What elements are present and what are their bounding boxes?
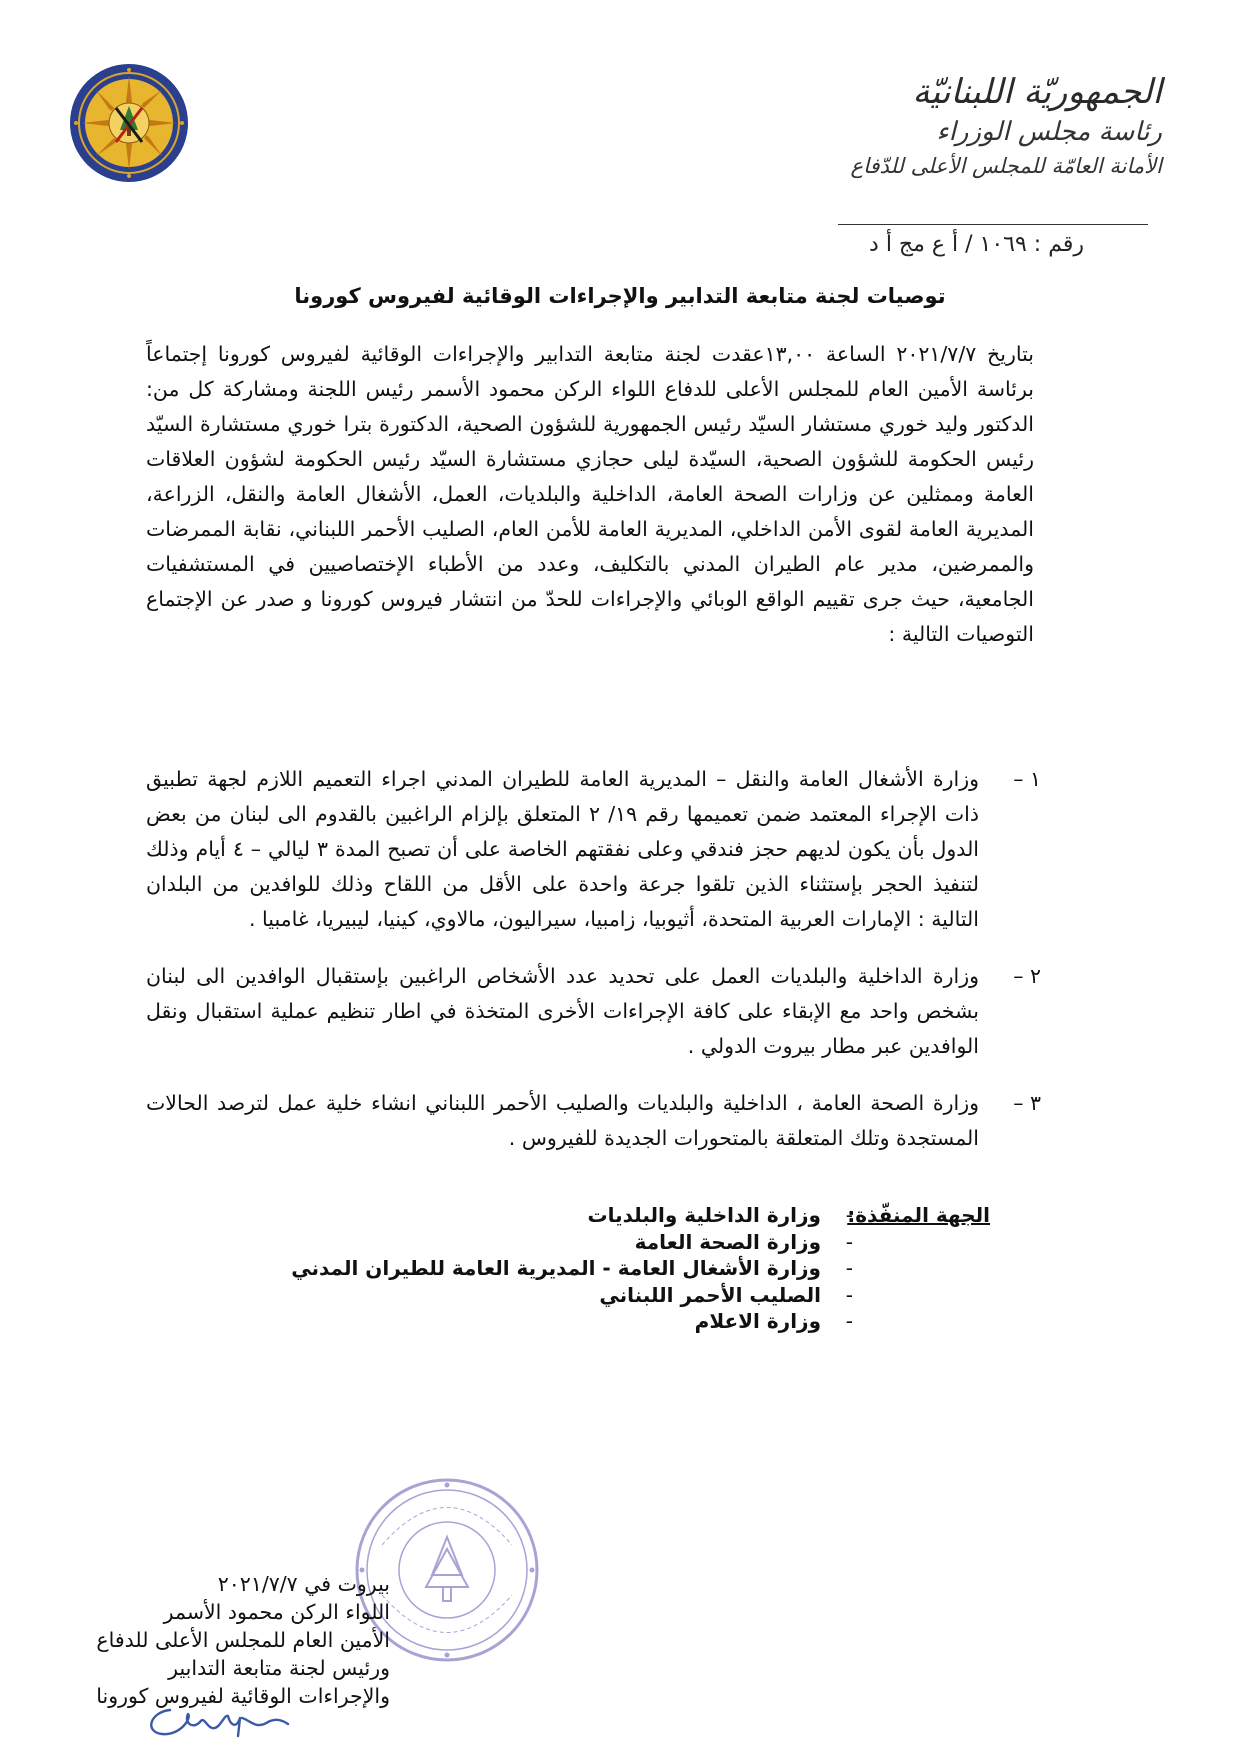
intro-paragraph: بتاريخ ٢٠٢١/٧/٧ الساعة ١٣,٠٠عقدت لجنة متابعة التدابير والإجراءات الوقائية لفيروس كورونا إجتماعاً برئاسة الأمين العام للمجلس الأعلى للدفاع اللواء الركن محمود الأسمر رئيس اللجنة ومشاركة كل من: الدكتور وليد خوري مستشار السيّد رئيس الجمهورية للشؤون الصحية، الدكتورة بترا خوري مستشارة السيّد رئيس الحكومة للشؤون الصحية، السيّدة ليلى حجازي مستشارة السيّد رئيس الحكومة لشؤون العلاقات العامة وممثلين عن وزارات الصحة العامة، الداخلية والبلديات، العمل، الأشغال العامة والنقل، الزراعة، المديرية العامة لقوى الأمن الداخلي، المديرية العامة للأمن العام، الصليب الأحمر اللبناني، نقابة الممرضات والممرضين، مدير عام الطيران المدني بالتكليف، وعدد من الأطباء الإختصاصيين في المستشفيات الجامعية، حيث جرى تقييم الواقع الوبائي والإجراءات للحدّ من انتشار فيروس كورونا و صدر عن الإجتماع التوصيات التالية :	[146, 342, 1034, 646]
recommendation-number: ١ –	[1013, 767, 1041, 791]
signature-place-date: بيروت في ٢٠٢١/٧/٧	[217, 1572, 390, 1596]
recommendation-text: وزارة الداخلية والبلديات العمل على تحديد عدد الأشخاص الراغبين بإستقبال الوافدين الى لبنان بشخص واحد مع الإبقاء على كافة الإجراءات الأخرى المتخذة في اطار تنظيم عملية استقبال ونقل الوافدين عبر مطار بيروت الدولي .	[146, 964, 979, 1058]
executing-party-item: - وزارة الداخلية والبلديات	[291, 1202, 853, 1229]
recommendations-list	[146, 762, 1041, 1156]
recommendation-number: ٣ –	[1013, 1091, 1041, 1115]
executing-party-item: - وزارة الأشغال العامة - المديرية العامة للطيران المدني	[291, 1255, 853, 1282]
recommendation-text: وزارة الصحة العامة ، الداخلية والبلديات والصليب الأحمر اللبناني انشاء خلية عمل لترصد الحالات المستجدة وتلك المتعلقة بالمتحورات الجديدة للفيروس .	[146, 1091, 979, 1150]
executing-party-label: الجهة المنفّذة:	[847, 1203, 990, 1227]
signatory-title: ورئيس لجنة متابعة التدابير	[168, 1656, 390, 1680]
recommendation-number: ٢ –	[1013, 964, 1041, 988]
recommendation-text: وزارة الأشغال العامة والنقل – المديرية العامة للطيران المدني اجراء التعميم اللازم لجهة تطبيق ذات الإجراء المعتمد ضمن تعميمها رقم ١٩/ ٢ المتعلق بإلزام الراغبين بالقدوم الى لبنان من بعض الدول بأن يكون لديهم حجز فندقي وعلى نفقتهم الخاصة على أن تصبح المدة ٣ ليالي – ٤ أيام وذلك لتنفيذ الحجر بإستثناء الذين تلقوا جرعة واحدة على الأقل من اللقاح وذلك للوافدين من البلدان التالية : الإمارات العربية المتحدة، أثيوبيا، زامبيا، سيراليون، مالاوي، كينيا، ليبيريا، غامبيا .	[146, 767, 980, 931]
signatory-title: والإجراءات الوقائية لفيروس كورونا	[96, 1684, 390, 1708]
reference-number: رقم : ١٠٦٩ / أ ع مج أ د	[869, 232, 1084, 257]
signatory-name: اللواء الركن محمود الأسمر	[163, 1600, 390, 1624]
letterhead	[742, 70, 1162, 182]
letterhead-secretariat: الأمانة العامّة للمجلس الأعلى للدّفاع	[850, 154, 1162, 178]
letterhead-presidency: رئاسة مجلس الوزراء	[936, 117, 1162, 147]
executing-party-item: - وزارة الصحة العامة	[291, 1229, 853, 1256]
executing-party-list	[291, 1202, 853, 1335]
recommendation-item	[146, 762, 1041, 937]
executing-party-item: - الصليب الأحمر اللبناني	[291, 1282, 853, 1309]
executing-party-section	[291, 1202, 990, 1335]
emblem-seal-icon	[68, 62, 190, 184]
signature-block	[96, 1570, 390, 1710]
handwritten-signature-icon	[140, 1700, 290, 1740]
recommendation-item	[146, 959, 1041, 1064]
executing-party-item: - وزارة الاعلام	[291, 1308, 853, 1335]
letterhead-republic: الجمهوريّة اللبنانيّة	[912, 72, 1162, 112]
document-title: توصيات لجنة متابعة التدابير والإجراءات الوقائية لفيروس كورونا	[294, 284, 946, 308]
letterhead-divider	[838, 224, 1148, 225]
signatory-title: الأمين العام للمجلس الأعلى للدفاع	[96, 1628, 390, 1652]
recommendation-item	[146, 1086, 1041, 1156]
